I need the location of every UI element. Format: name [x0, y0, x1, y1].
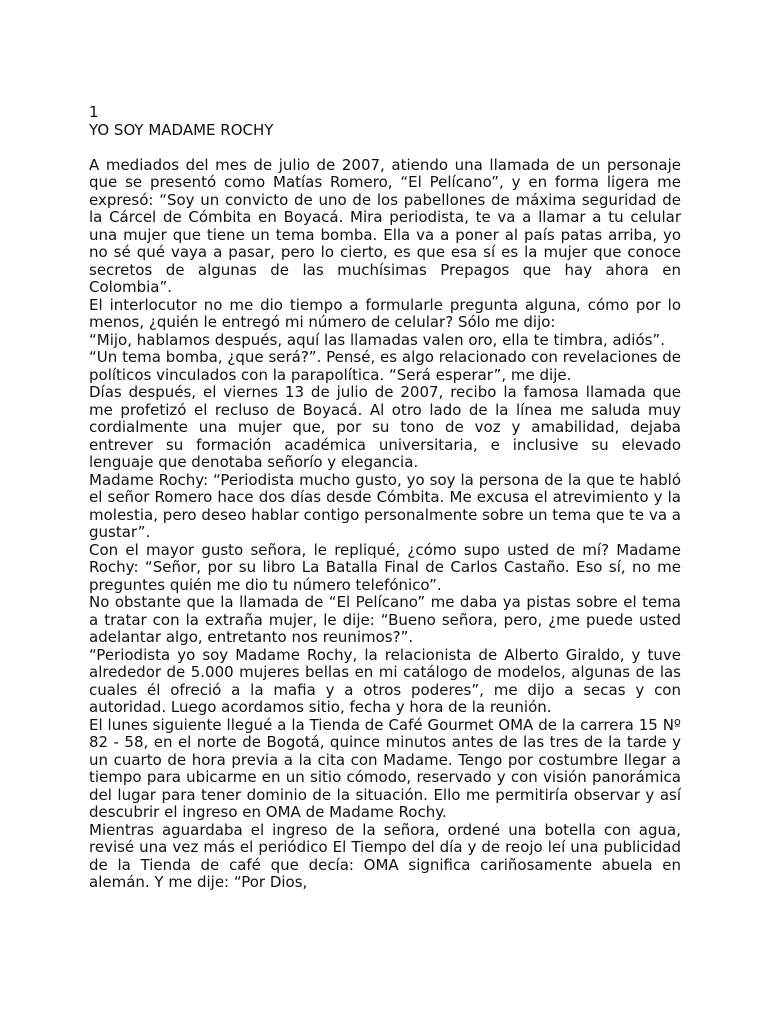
paragraph: “Un tema bomba, ¿que será?”. Pensé, es algo relacionado con revelaciones de políticos vinculados con la parapolítica. “Será esperar”, me dije. — [89, 348, 681, 384]
paragraph: Madame Rochy: “Periodista mucho gusto, yo soy la persona de la que te habló el señor Romero hace dos días desde Cómbita. Me excusa el atrevimiento y la molestia, pero deseo hablar contigo personalmente sobre un tema que te va a gustar”. — [89, 470, 681, 541]
paragraph: A mediados del mes de julio de 2007, atiendo una llamada de un personaje que se presentó como Matías Romero, “El Pelícano”, y en forma ligera me expresó: “Soy un convicto de uno de los pabellones de máxima seguridad de la Cárcel de Cómbita en Boyacá. Mira periodista, te va a llamar a tu celular una mujer que tiene un tema bomba. Ella va a poner al país patas arriba, yo no sé qué vaya a pasar, pero lo cierto, es que esa sí es la mujer que conoce secretos de algunas de las muchísimas Prepagos que hay ahora en Colombia”. — [89, 155, 681, 296]
paragraph: No obstante que la llamada de “El Pelícano” me daba ya pistas sobre el tema a tratar con la extraña mujer, le dije: “Bueno señora, pero, ¿me puede usted adelantar algo, entretanto nos reunimos?”. — [89, 593, 681, 646]
chapter-title: YO SOY MADAME ROCHY — [89, 120, 274, 139]
paragraph: Días después, el viernes 13 de julio de 2007, recibo la famosa llamada que me profetizó el recluso de Boyacá. Al otro lado de la línea me saluda muy cordialmente una mujer que, por su tono de voz y amabilidad, dejaba entrever su formación académica universitaria, e inclusive su elevado lenguaje que denotaba señorío y elegancia. — [89, 383, 681, 471]
paragraph: Con el mayor gusto señora, le repliqué, ¿cómo supo usted de mí? Madame Rochy: “Señor, por su libro La Batalla Final de Carlos Castaño. Eso sí, no me preguntes quién me dio tu número telefónico”. — [89, 540, 681, 594]
paragraph: El interlocutor no me dio tiempo a formularle pregunta alguna, cómo por lo menos, ¿quién le entregó mi número de celular? Sólo me dijo: — [89, 295, 681, 331]
page-text-block — [89, 104, 681, 892]
paragraph: “Mijo, hablamos después, aquí las llamadas valen oro, ella te timbra, adiós”. — [89, 330, 665, 349]
blank-line — [89, 139, 681, 157]
paragraph: El lunes siguiente llegué a la Tienda de Café Gourmet OMA de la carrera 15 Nº 82 - 58, en el norte de Bogotá, quince minutos antes de las tres de la tarde y un cuarto de hora previa a la cita con Madame. Tengo por costumbre llegar a tiempo para ubicarme en un sitio cómodo, reservado y con visión panorámica del lugar para tener dominio de la situación. Ello me permitiría observar y así descubrir el ingreso en OMA de Madame Rochy. — [89, 715, 681, 821]
page-number: 1 — [89, 103, 99, 121]
paragraph: “Periodista yo soy Madame Rochy, la relacionista de Alberto Giraldo, y tuve alrededor de 5.000 mujeres bellas en mi catálogo de modelos, algunas de las cuales él ofreció a la mafia y a otros poderes”, me dijo a secas y con autoridad. Luego acordamos sitio, fecha y hora de la reunión. — [89, 645, 681, 716]
paragraph: Mientras aguardaba el ingreso de la señora, ordené una botella con agua, revisé una vez más el periódico El Tiempo del día y de reojo leí una publicidad de la Tienda de café que decía: OMA significa cariñosamente abuela en alemán. Y me dije: “Por Dios, — [89, 820, 681, 891]
